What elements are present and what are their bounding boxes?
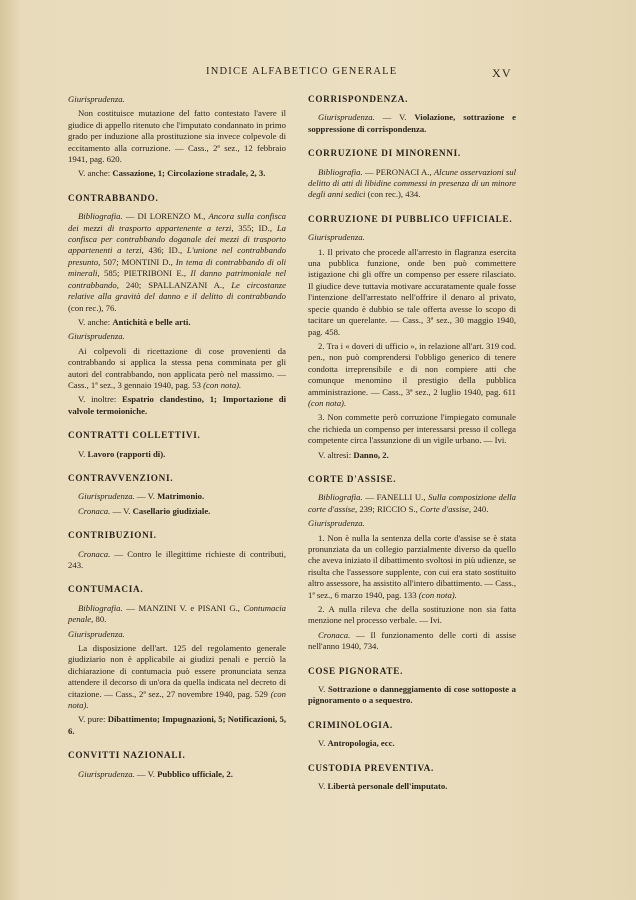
see-also: V. pure: Dibattimento; Impugnazioni, 5; Notificazioni, 5, 6.	[68, 714, 286, 736]
header-title: INDICE ALFABETICO GENERALE	[206, 66, 398, 77]
entry-paragraph: 3. Non commette però corruzione l'impiegato comunale che richieda un compenso per interessarsi presso il collega competente circa l'assunzione di un vigile urbano. — Ivi.	[308, 412, 516, 446]
entry-paragraph: 1. Il privato che procede all'arresto in flagranza esercita una pubblica funzione, onde ben può commettere istigazione chi gli offre un compenso per essere rilasciato. Il giudice deve tuttavia motivare accuratamente quale fosse l'intenzione dell'arrestato nell'offrire il denaro al privato, specie quando è dubbio se tale offerta avesse lo scopo di tacitare un querelante. — Cass., 3ª sez., 30 maggio 1940, pag. 458.	[308, 246, 516, 337]
entry-paragraph: 1. Non è nulla la sentenza della corte d'assise se è stata pronunziata da un collegio parzialmente diverso da quello che aveva iniziato il dibattimento svoltosi in più udienze, se risulta che l'assessore supplente, con cui era stato sostituito altro assessore, ha assistito all'intero dibattimento. — Cass., 1ª sez., 6 marzo 1940, pag. 133 (con nota).	[308, 532, 516, 600]
section-title-corruzione-pubblico-ufficiale: CORRUZIONE DI PUBBLICO UFFICIALE.	[308, 213, 513, 224]
section-title-corruzione-minorenni: CORRUZIONE DI MINORENNI.	[308, 148, 461, 159]
section-title-contribuzioni: CONTRIBUZIONI.	[68, 530, 157, 541]
section-title-contratti: CONTRATTI COLLETTIVI.	[68, 430, 201, 441]
see-also: V. Lavoro (rapporti di).	[78, 448, 166, 459]
section-title-convitti: CONVITTI NAZIONALI.	[68, 750, 186, 761]
see-also: V. Antropologia, ecc.	[318, 738, 395, 749]
section-title-corte-assise: CORTE D'ASSISE.	[308, 473, 397, 484]
left-column	[68, 94, 286, 783]
page-number: XV	[492, 66, 512, 80]
entry-paragraph: Non costituisce mutazione del fatto contestato l'avere il giudice di appello ritenuto che l'imputato condannato in primo grado per induzione alla prostituzione sia invece colpevole di eccitamento alla corruzione. — Cass., 2ª sez., 12 febbraio 1941, pag. 620.	[68, 108, 286, 165]
section-title-contrabbando: CONTRABBANDO.	[68, 192, 159, 203]
section-title-contumacia: CONTUMACIA.	[68, 584, 144, 595]
section-title-corrispondenza: CORRISPONDENZA.	[308, 94, 409, 104]
section-title-criminologia: CRIMINOLOGIA.	[308, 719, 393, 730]
entry-paragraph: Cronaca. — Il funzionamento delle corti di assise nell'anno 1940, 734.	[308, 629, 516, 652]
giurisprudenza-label: Giurisprudenza.	[308, 232, 365, 243]
see-also: Cronaca. — V. Casellario giudiziale.	[78, 505, 211, 516]
see-also: V. Libertà personale dell'imputato.	[318, 781, 448, 792]
entry-paragraph: Ai colpevoli di ricettazione di cose provenienti da contrabbando si applica la stessa pena comminata per gli autori del contrabbando, non applicata però nel massimo. — Cass., 1ª sez., 3 gennaio 1940, pag. 53 (con nota).	[68, 345, 286, 390]
bibliography-entry: Bibliografia. — PERONACI A., Alcune osservazioni sul delitto di atti di libidine commessi in presenza di un minore degli anni sedici (con rec.), 434.	[308, 166, 517, 200]
giurisprudenza-label: Giurisprudenza.	[68, 331, 125, 342]
entry-paragraph: 2. Tra i « doveri di ufficio », in relazione all'art. 319 cod. pen., non può comprendersi l'obbligo generico di tenere condotta irreprensibile e di non compiere atti che comunque menomino il prestigio della pubblica amministrazione. — Cass., 3ª sez., 2 luglio 1940, pag. 611 (con nota).	[308, 340, 516, 408]
bibliography-entry: Bibliografia. — FANELLI U., Sulla composizione della corte d'assise, 239; RICCIO S., Corte d'assise, 240.	[308, 492, 517, 514]
section-title-custodia-preventiva: CUSTODIA PREVENTIVA.	[308, 762, 434, 773]
see-also: V. anche: Cassazione, 1; Circolazione stradale, 2, 3.	[78, 168, 266, 179]
see-also: Giurisprudenza. — V. Matrimonio.	[78, 491, 205, 502]
entry-paragraph: 2. A nulla rileva che della sostituzione non sia fatta menzione nel processo verbale. — Ivi.	[308, 604, 516, 626]
see-also: Giurisprudenza. — V. Violazione, sottrazione e soppressione di corrispondenza.	[308, 112, 516, 134]
see-also: V. Sottrazione o danneggiamento di cose sottoposte a pignoramento o a sequestro.	[308, 684, 516, 706]
see-also: V. inoltre: Espatrio clandestino, 1; Importazione di valvole termoioniche.	[68, 394, 286, 416]
section-title-contravvenzioni: CONTRAVVENZIONI.	[68, 472, 174, 483]
see-also: Giurisprudenza. — V. Pubblico ufficiale, 2.	[78, 768, 233, 779]
bibliography-entry: Bibliografia. — DI LORENZO M., Ancora sulla confisca dei mezzi di trasporto appartenente a terzi, 355; ID., La confisca per contrabbando doganale dei mezzi di trasporto appartenenti a terzi, 436; ID., L'unione nel contrabbando presunto, 507; MONTINI D., In tema di contrabbando di oli minerali, 585; PIETRIBONI E., Il danno patrimoniale nel contrabbando, 240; SPALLANZANI A., Le circostanze relative alla gravità del danno e il delitto di contrabbando (con rec.), 76.	[68, 211, 287, 313]
entry-paragraph: Cronaca. — Contro le illegittime richieste di contributi, 243.	[68, 548, 287, 570]
giurisprudenza-label: Giurisprudenza.	[308, 518, 365, 529]
see-also: V. anche: Antichità e belle arti.	[78, 316, 191, 327]
entry-paragraph: La disposizione dell'art. 125 del regolamento generale giudiziario non è applicabile ai giudizi penali e perciò la dichiarazione di contumacia può essere pronunciata senza attendere il decorso di un'ora da quella indicata nel decreto di citazione. — Cass., 2ª sez., 27 novembre 1940, pag. 529 (con nota).	[68, 643, 286, 711]
giurisprudenza-label: Giurisprudenza.	[68, 94, 125, 104]
running-header	[0, 66, 636, 82]
bibliography-entry: Bibliografia. — MANZINI V. e PISANI G., Contumacia penale, 80.	[68, 602, 287, 625]
giurisprudenza-label: Giurisprudenza.	[68, 628, 125, 639]
right-column	[308, 94, 516, 796]
section-title-cose-pignorate: COSE PIGNORATE.	[308, 665, 404, 676]
see-also: V. altresì: Danno, 2.	[318, 449, 389, 460]
